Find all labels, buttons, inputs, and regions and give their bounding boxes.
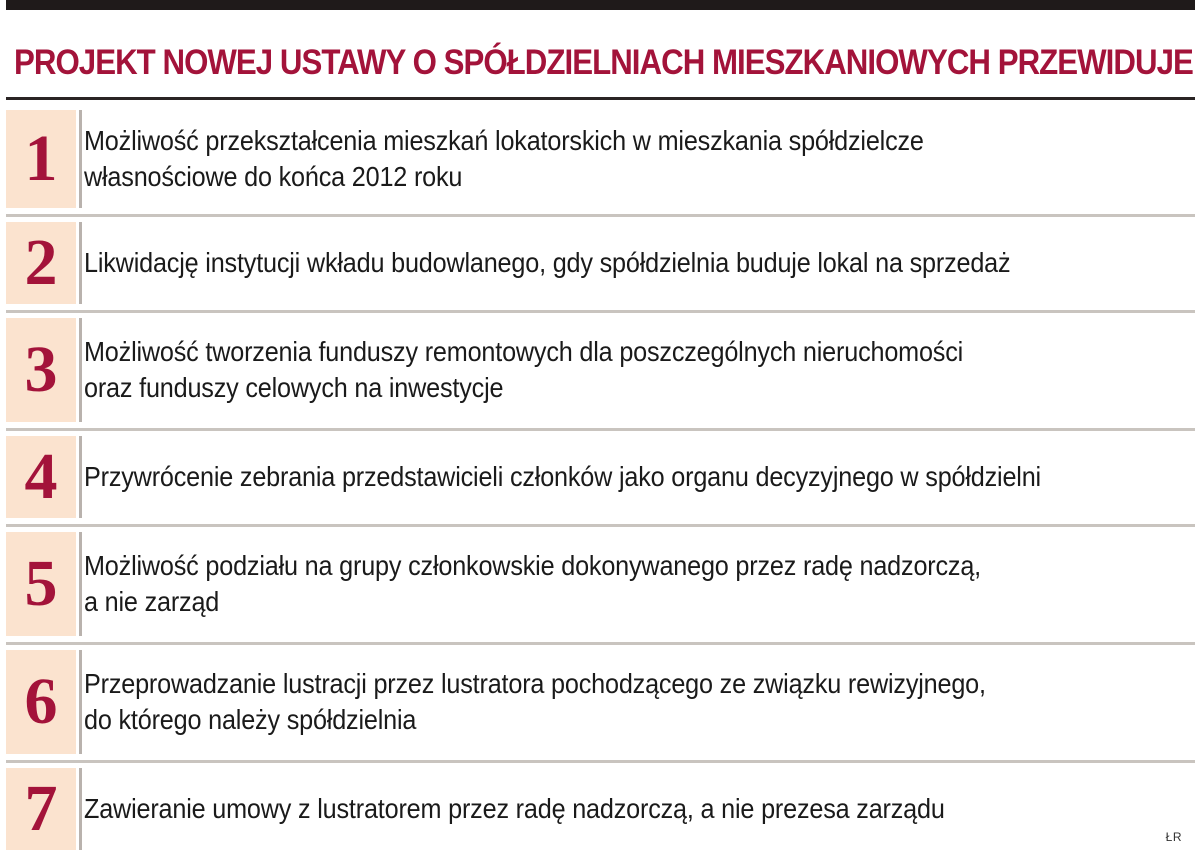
number-box-7: [6, 768, 76, 850]
item-number-2: 2: [24, 226, 58, 299]
row-divider: [6, 428, 1195, 431]
row-divider: [6, 524, 1195, 527]
item-number-6: 6: [24, 665, 58, 738]
item-number-1: 1: [24, 122, 58, 195]
row-divider: [6, 760, 1195, 763]
list-item-3: [6, 318, 1195, 422]
item-number-5: 5: [24, 547, 58, 620]
number-box-3: [6, 318, 76, 422]
number-box-1: [6, 110, 76, 208]
item-number-4: 4: [24, 440, 58, 513]
row-divider: [6, 642, 1195, 645]
list-item-7: [6, 768, 1195, 850]
item-text-5: Możliwość podziału na grupy członkowskie dokonywanego przez radę nadzorczą, a nie zarząd: [84, 550, 981, 617]
item-text-4: Przywrócenie zebrania przedstawicieli członków jako organu decyzyjnego w spółdzielni: [84, 461, 1041, 492]
title-divider: [6, 97, 1195, 100]
number-box-5: [6, 532, 76, 636]
number-box-4: [6, 436, 76, 518]
item-number-7: 7: [24, 772, 58, 845]
item-number-3: 3: [24, 333, 58, 406]
item-text-2: Likwidację instytucji wkładu budowlanego, gdy spółdzielnia buduje lokal na sprzedaż: [84, 247, 1011, 278]
item-text-1: Możliwość przekształcenia mieszkań lokatorskich w mieszkania spółdzielcze własnościowe do końca 2012 roku: [84, 125, 924, 192]
item-text-6: Przeprowadzanie lustracji przez lustratora pochodzącego ze związku rewizyjnego, do którego należy spółdzielnia: [84, 668, 986, 735]
item-text-3: Możliwość tworzenia funduszy remontowych dla poszczególnych nieruchomości oraz funduszy celowych na inwestycje: [84, 336, 964, 403]
list-item-5: [6, 532, 1195, 636]
number-box-2: [6, 222, 76, 304]
list-item-2: [6, 222, 1195, 304]
list-item-4: [6, 436, 1195, 518]
list-item-1: [6, 110, 1195, 208]
page-title: PROJEKT NOWEJ USTAWY O SPÓŁDZIELNIACH MIESZKANIOWYCH PRZEWIDUJE: [14, 42, 1193, 82]
author-credit: ŁR: [1165, 830, 1182, 844]
number-box-6: [6, 650, 76, 754]
top-rule: [6, 0, 1195, 10]
list-item-6: [6, 650, 1195, 754]
row-divider: [6, 214, 1195, 217]
item-text-7: Zawieranie umowy z lustratorem przez radę nadzorczą, a nie prezesa zarządu: [84, 793, 945, 824]
row-divider: [6, 310, 1195, 313]
